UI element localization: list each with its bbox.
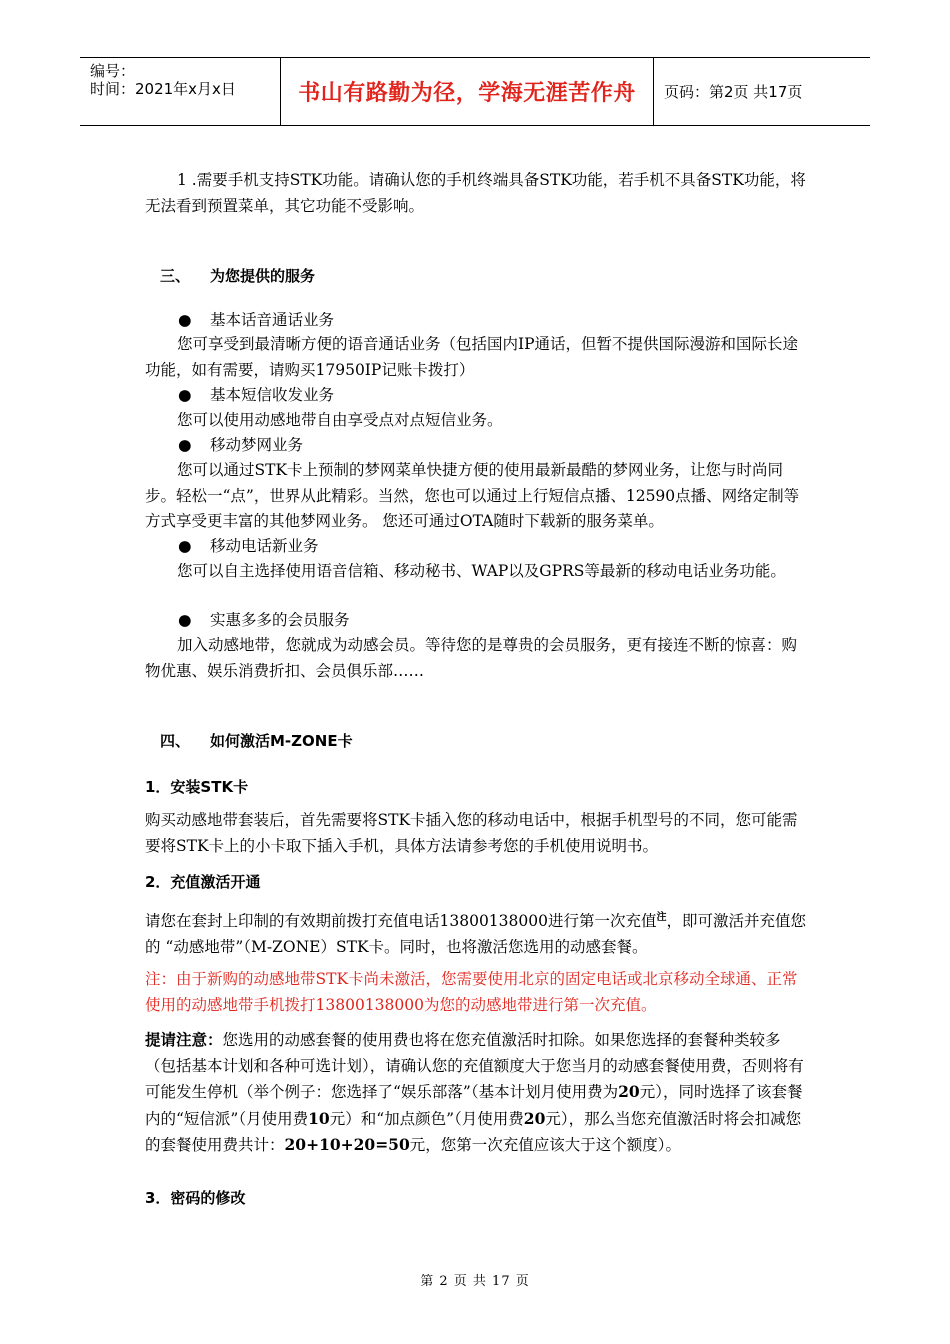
section-4-number: 四、 (160, 732, 191, 750)
header-page-cell (654, 58, 870, 125)
service-title: 基本话音通话业务 (210, 311, 335, 329)
section-3-heading (160, 264, 825, 290)
bullet-icon: ● (178, 311, 192, 329)
bullet-icon: ● (178, 611, 192, 629)
activate-text-a: 请您在套封上印制的有效期前拨打充值电话13800138000进行第一次充值 (145, 912, 657, 931)
header-meta-cell (80, 58, 281, 125)
doc-number-label: 编号： (90, 62, 136, 80)
bullet-icon: ● (178, 386, 192, 404)
service-item (178, 534, 319, 559)
red-note: 注：由于新购的动感地带STK卡尚未激活，您需要使用北京的固定电话或北京移动全球通、正常使用的动感地带手机拨打13800138000为您的动感地带进行第一次充值。 (145, 970, 798, 1014)
tip-number: 20 (523, 1108, 546, 1128)
service-body: 您可以通过STK卡上预制的梦网菜单快捷方便的使用最新最酷的梦网业务，让您与时尚同步。轻松一“点”，世界从此精彩。当然，您也可以通过上行短信点播、12590点播、网络定制等方式享受更丰富的其他梦网业务。 您还可通过OTA随时下载新的服务菜单。 (145, 461, 800, 530)
intro-paragraph: 1 .需要手机支持STK功能。请确认您的手机终端具备STK功能，若手机不具备STK功能，将无法看到预置菜单，其它功能不受影响。 (145, 171, 806, 215)
section-4-title: 如何激活M-ZONE卡 (210, 732, 353, 750)
tip-text: 元）和“加点颜色”（月使用费 (329, 1109, 524, 1128)
service-title: 实惠多多的会员服务 (210, 611, 350, 629)
bullet-icon: ● (178, 537, 192, 555)
header-motto: 书山有路勤为径，学海无涯苦作舟 (298, 81, 636, 106)
activate-paragraph (145, 905, 810, 960)
doc-time-label: 时间：2021年x月x日 (90, 80, 236, 98)
section-3-number: 三、 (160, 267, 191, 285)
tip-label: 提请注意： (145, 1030, 223, 1049)
tip-text: 您选用的动感套餐的使用费也将在您充值激活时扣除。如果您选择的套餐种类较多（包括基本计划和各种可选计划），请确认您的充值额度大于您当月的动感套餐使用费，否则将有可能发生停机（举个例子：您选择了“娱乐部落”（基本计划月使用费为 (145, 1031, 804, 1101)
service-body: 加入动感地带，您就成为动感会员。等待您的是尊贵的会员服务，更有接连不断的惊喜：购物优惠、娱乐消费折扣、会员俱乐部…… (145, 636, 798, 680)
service-body: 您可以使用动感地带自由享受点对点短信业务。 (177, 411, 503, 429)
service-item (178, 433, 303, 458)
install-paragraph: 购买动感地带套装后，首先需要将STK卡插入您的移动电话中，根据手机型号的不同，您可能需要将STK卡上的小卡取下插入手机，具体方法请参考您的手机使用说明书。 (145, 811, 798, 855)
note-marker: 注 (656, 912, 667, 923)
service-item (178, 608, 350, 633)
tip-text: 元），那么当您充值激活时将会扣减您的套餐使用费共计： (145, 1109, 802, 1154)
bullet-icon: ● (178, 436, 192, 454)
service-title: 移动梦网业务 (210, 436, 304, 454)
tip-sum: 20+10+20=50 (284, 1135, 410, 1154)
page-header (80, 57, 870, 126)
tip-paragraph (145, 1027, 810, 1159)
sub-heading-password: 3．密码的修改 (145, 1189, 246, 1207)
header-page-label: 页码：第2页 共17页 (664, 82, 803, 101)
service-item (178, 383, 334, 408)
service-body: 您可享受到最清晰方便的语音通话业务（包括国内IP通话，但暂不提供国际漫游和国际长途功能，如有需要，请购买17950IP记账卡拨打） (145, 335, 799, 379)
section-3-title: 为您提供的服务 (210, 267, 316, 285)
tip-number: 20 (618, 1082, 640, 1101)
section-4-heading (160, 729, 825, 755)
tip-text: 元，您第一次充值应该大于这个额度）。 (409, 1136, 682, 1154)
service-body: 您可以自主选择使用语音信箱、移动秘书、WAP以及GPRS等最新的移动电话业务功能。 (177, 562, 786, 580)
service-item (178, 308, 334, 333)
sub-heading-activate: 2．充值激活开通 (145, 873, 261, 891)
tip-number: 10 (308, 1108, 330, 1128)
tip-text: 元），同时选择了该套餐内的“短信派”（月使用费 (145, 1083, 803, 1128)
page-footer: 第 2 页 共 17 页 (420, 1274, 530, 1289)
activate-text-b: ，即可激活并充值您的 “动感地带”（M-ZONE）STK卡。同时，也将激活您选用的动感套餐。 (145, 912, 806, 956)
service-title: 基本短信收发业务 (210, 386, 335, 404)
service-title: 移动电话新业务 (210, 537, 319, 555)
header-motto-cell (281, 58, 654, 125)
sub-heading-install: 1．安装STK卡 (145, 778, 249, 796)
